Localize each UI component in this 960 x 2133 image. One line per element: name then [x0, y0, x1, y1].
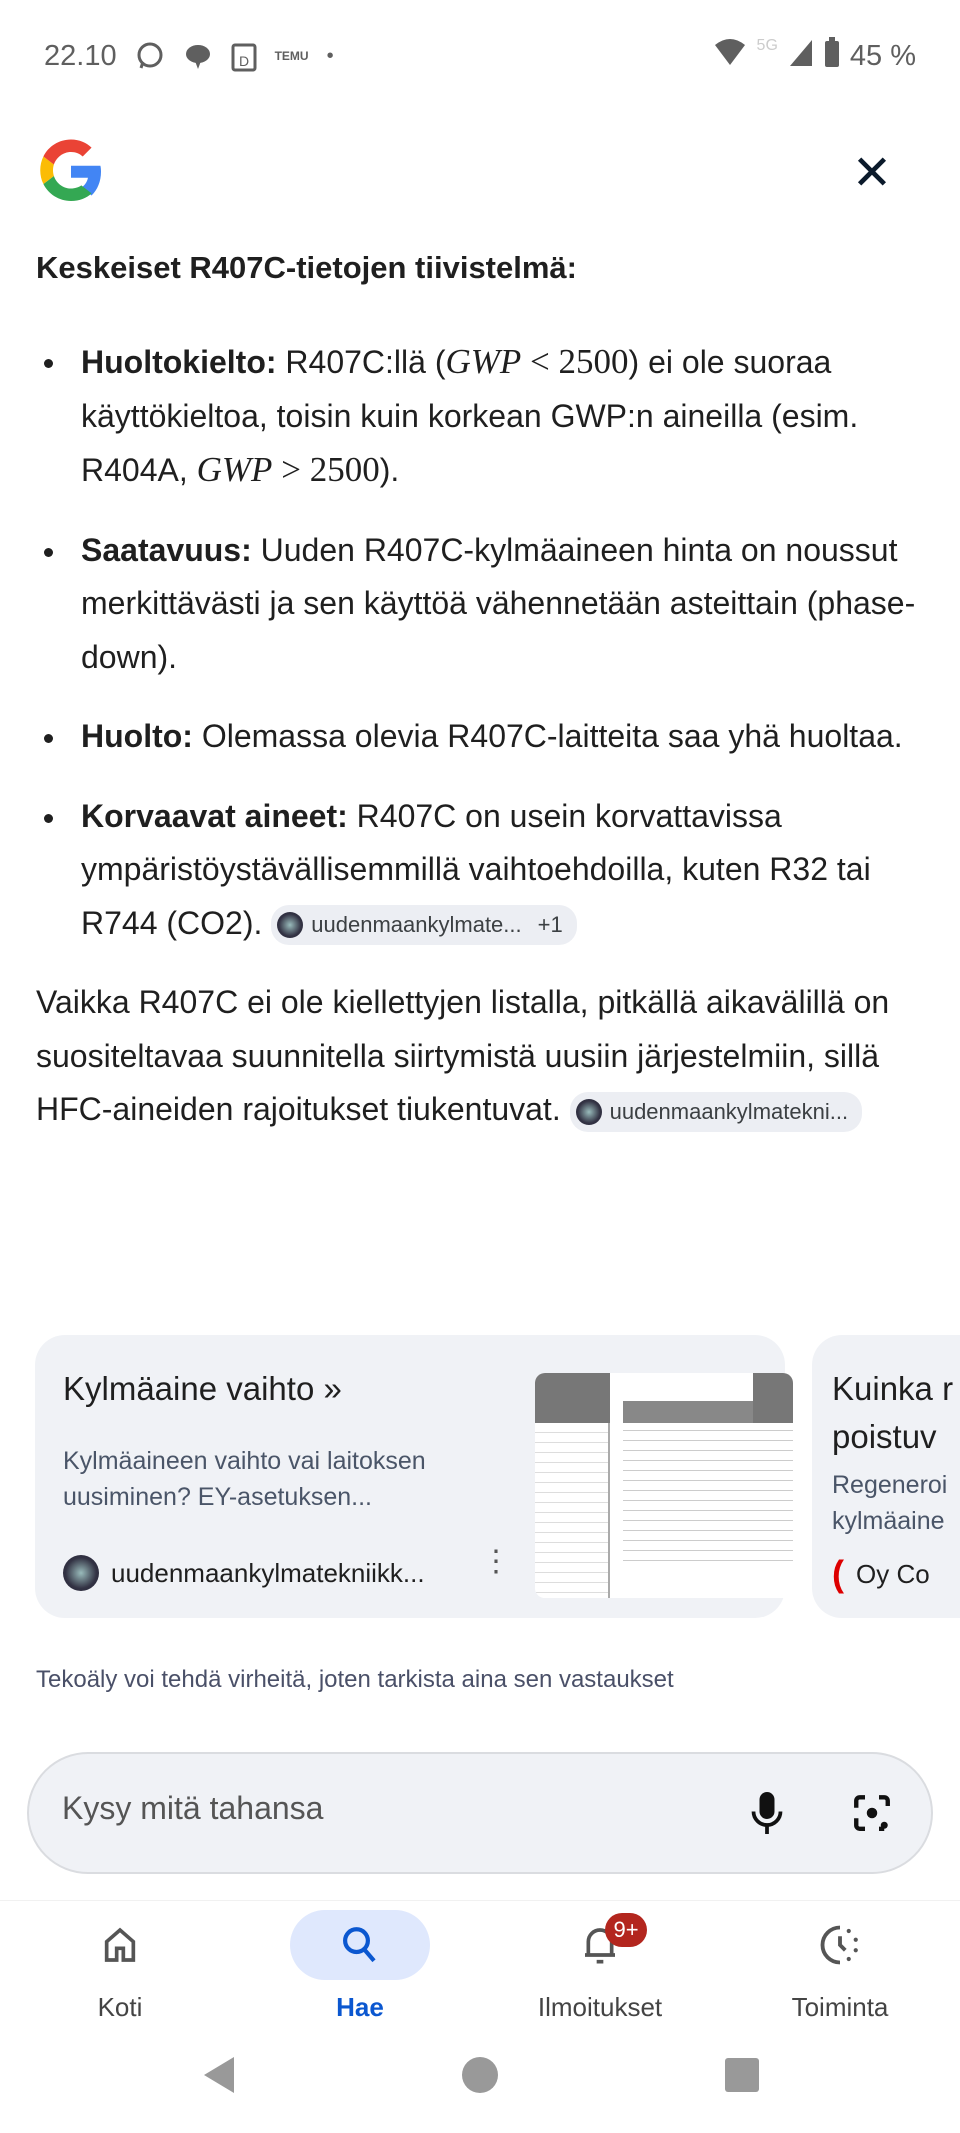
- card-title[interactable]: Kuinka r poistuv: [832, 1370, 954, 1455]
- summary-title: Keskeiset R407C-tietojen tiivistelmä:: [36, 250, 577, 285]
- google-logo: [35, 135, 107, 212]
- list-item: [36, 710, 926, 764]
- whatsapp-icon: [135, 41, 165, 71]
- search-icon: [339, 1924, 381, 1966]
- source-logo-icon: (: [832, 1553, 844, 1594]
- search-bar[interactable]: [27, 1752, 933, 1874]
- source-chip[interactable]: [271, 905, 576, 945]
- source-avatar: [63, 1555, 99, 1591]
- svg-text:D: D: [238, 53, 249, 69]
- close-button[interactable]: ✕: [851, 147, 893, 200]
- bullet-heading: Huolto:: [81, 718, 193, 754]
- source-chip-label: uudenmaankylmate...: [311, 912, 522, 938]
- nav-label: Koti: [97, 1992, 143, 2022]
- bullet-heading: Saatavuus:: [81, 531, 252, 568]
- card-source: [832, 1553, 930, 1595]
- card-description: Regeneroi kylmäaine: [832, 1471, 948, 1535]
- card-thumbnail: [535, 1373, 793, 1598]
- search-input[interactable]: [62, 1790, 662, 1827]
- temu-icon: TEMU: [274, 49, 309, 63]
- nav-search[interactable]: [260, 1910, 460, 2023]
- nav-label: Hae: [336, 1992, 384, 2022]
- wifi-icon: [713, 37, 747, 75]
- bullet-heading: Huoltokielto:: [81, 344, 277, 380]
- list-item: [36, 524, 926, 685]
- nav-label: Ilmoitukset: [537, 1992, 663, 2022]
- system-back-button[interactable]: [200, 2055, 236, 2100]
- summary-paragraph: [36, 976, 926, 1137]
- paragraph-text: Vaikka R407C ei ole kiellettyjen listalla, pitkällä aikavälillä on suositeltavaa suunnitella siirtymistä uusiin järjestelmiin, sillä HFC-aineiden rajoitukset tiukentuvat.: [36, 984, 890, 1127]
- list-item: [36, 335, 926, 498]
- source-card[interactable]: [812, 1335, 960, 1618]
- more-notifications-dot: •: [326, 44, 334, 67]
- card-source: [63, 1553, 425, 1593]
- battery-level: 45 %: [849, 39, 916, 72]
- card-title[interactable]: Kylmäaine vaihto »: [63, 1370, 342, 1407]
- math-gwp: GWP < 2500: [445, 342, 629, 381]
- bullet-text: Uuden R407C-kylmäaineen hinta on noussut merkittävästi ja sen käyttöä vähennetään asteittain (phase-down).: [81, 531, 916, 675]
- bullet-text: ).: [379, 452, 400, 488]
- card-source-name: uudenmaankylmatekniikk...: [111, 1557, 425, 1588]
- nav-label: Toiminta: [791, 1992, 889, 2022]
- signal-icon: [788, 38, 814, 74]
- more-options-icon[interactable]: ⋮: [481, 1545, 511, 1578]
- ai-disclaimer: Tekoäly voi tehdä virheitä, joten tarkista aina sen vastaukset: [36, 1666, 674, 1693]
- source-avatar: [576, 1099, 602, 1125]
- nav-home[interactable]: [20, 1910, 220, 2023]
- google-lens-icon[interactable]: [851, 1792, 893, 1839]
- bullet-text: R407C on usein korvattavissa ympäristöystävällisemmillä vaihtoehdoilla, kuten R32 tai R744 (CO2).: [81, 797, 871, 941]
- status-bar: [44, 36, 916, 76]
- math-gwp: GWP > 2500: [196, 450, 380, 489]
- status-time: 22.10: [44, 39, 117, 72]
- source-avatar: [277, 912, 303, 938]
- messages-icon: [183, 41, 213, 71]
- bullet-heading: Korvaavat aineet:: [81, 797, 348, 834]
- microphone-icon[interactable]: [749, 1790, 785, 1841]
- system-recents-button[interactable]: [725, 2058, 759, 2097]
- bullet-text: Olemassa olevia R407C-laitteita saa yhä huoltaa.: [192, 718, 903, 754]
- battery-icon: [824, 37, 840, 75]
- bullet-text: ) ei ole suoraa käyttökieltoa, toisin kuin korkean GWP:n aineilla (esim. R404A,: [81, 344, 859, 488]
- source-chip-count: +1: [537, 912, 563, 938]
- card-source-name: Oy Co: [856, 1558, 930, 1589]
- list-item: [36, 790, 926, 951]
- ai-overview-content: [36, 335, 926, 1137]
- calendar-icon: [231, 40, 257, 72]
- card-description: Kylmäaineen vaihto vai laitoksen uusiminen? EY-asetuksen...: [63, 1447, 426, 1511]
- activity-icon: [819, 1922, 861, 1968]
- network-type: 5G: [756, 37, 778, 54]
- nav-notifications[interactable]: [500, 1910, 700, 2023]
- bullet-text: R407C:llä (: [276, 344, 446, 380]
- source-card[interactable]: [35, 1335, 785, 1618]
- source-chip[interactable]: [570, 1092, 862, 1132]
- system-home-button[interactable]: [460, 2055, 500, 2100]
- notification-badge: 9+: [605, 1913, 647, 1947]
- home-icon: [100, 1924, 140, 1966]
- source-chip-label: uudenmaankylmatekni...: [609, 1098, 849, 1124]
- nav-activity[interactable]: [740, 1910, 940, 2023]
